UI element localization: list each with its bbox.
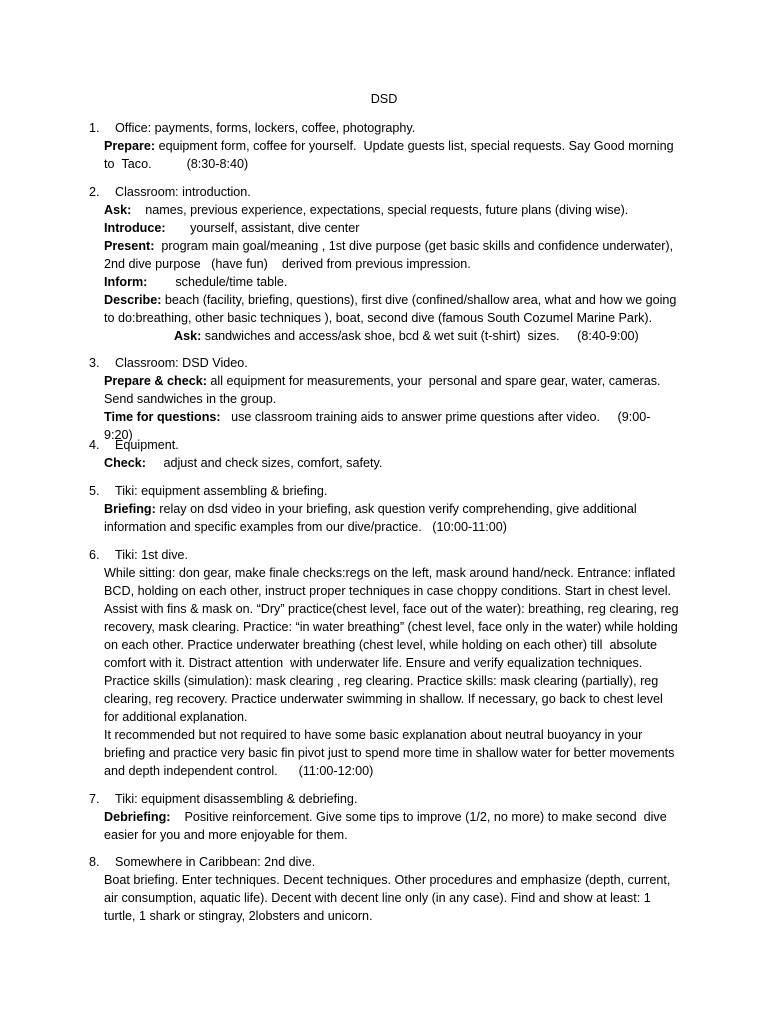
section-body xyxy=(104,454,679,472)
paragraph xyxy=(104,726,679,780)
section-7 xyxy=(0,790,768,844)
field-label: Ask: xyxy=(173,329,202,343)
field-label: Briefing: xyxy=(104,502,156,516)
section-number: 6. xyxy=(89,548,100,562)
section-body xyxy=(104,808,679,844)
section-number: 7. xyxy=(89,792,100,806)
section-heading xyxy=(0,183,768,201)
paragraph xyxy=(104,137,679,173)
section-title: Tiki: 1st dive. xyxy=(115,548,189,562)
section-number: 8. xyxy=(89,855,100,869)
field-label: Ask: xyxy=(104,203,132,217)
paragraph xyxy=(104,454,679,472)
field-text: names, previous experience, expectations, special requests, future plans (diving wise). xyxy=(131,203,629,217)
section-title: Equipment. xyxy=(115,438,179,452)
section-heading xyxy=(0,790,768,808)
field-label: Prepare: xyxy=(104,139,156,153)
field-label: Introduce: xyxy=(104,221,166,235)
paragraph xyxy=(104,237,679,273)
section-5 xyxy=(0,482,768,536)
section-number: 1. xyxy=(89,121,100,135)
field-label: Inform: xyxy=(104,275,148,289)
section-4 xyxy=(0,436,768,472)
section-heading xyxy=(0,546,768,564)
section-heading xyxy=(0,436,768,454)
field-label: Check: xyxy=(104,456,146,470)
section-1 xyxy=(0,119,768,173)
field-text: Positive reinforcement. Give some tips to improve (1/2, no more) to make second dive easier for you and more enjoyable for them. xyxy=(104,810,667,842)
section-heading xyxy=(0,853,768,871)
section-number: 2. xyxy=(89,185,100,199)
section-body xyxy=(104,500,679,536)
section-number: 3. xyxy=(89,356,100,370)
paragraph xyxy=(104,372,679,408)
section-title: Tiki: equipment disassembling & debriefing. xyxy=(115,792,358,806)
paragraph xyxy=(104,201,679,219)
paragraph xyxy=(104,291,679,345)
section-2 xyxy=(0,183,768,345)
field-text: relay on dsd video in your briefing, ask question verify comprehending, give additional information and specific examples from our dive/practice. (10:00-11:00) xyxy=(104,502,637,534)
section-body xyxy=(104,564,679,780)
section-heading xyxy=(0,354,768,372)
field-text: While sitting: don gear, make finale checks:regs on the left, mask around hand/neck. Entrance: inflated BCD, holding on each other, instruct proper techniques in case choppy conditions. Start in chest level. Assist with fins & mask on. “Dry” practice(chest level, face out of the water): breathing, reg clearing, reg recovery, mask clearing. Practice: “in water breathing” (chest level, face only in the water) while holding on each other. Practice underwater breathing (chest level, while holding on each other) till absolute comfort with it. Distract attention with underwater life. Ensure and verify equalization techniques. Practice skills (simulation): mask clearing , reg clearing. Practice skills: mask clearing (partially), reg clearing, reg recovery. Practice underwater swimming in shallow. If necessary, go back to chest level for additional explanation. xyxy=(104,566,679,724)
field-text: program main goal/meaning , 1st dive purpose (get basic skills and confidence underwater), 2nd dive purpose (have fun) derived from previous impression. xyxy=(104,239,674,271)
section-heading xyxy=(0,119,768,137)
paragraph xyxy=(104,808,679,844)
field-label: Debriefing: xyxy=(104,810,171,824)
field-text: Boat briefing. Enter techniques. Decent techniques. Other procedures and emphasize (depth, current, air consumption, aquatic life). Decent with decent line only (in any case). Find and show at least: 1 turtle, 1 shark or stingray, 2lobsters and unicorn. xyxy=(104,873,671,923)
paragraph xyxy=(104,564,679,726)
section-number: 5. xyxy=(89,484,100,498)
section-title: Classroom: DSD Video. xyxy=(115,356,248,370)
section-title: Classroom: introduction. xyxy=(115,185,251,199)
field-label: Prepare & check: xyxy=(104,374,207,388)
field-text: adjust and check sizes, comfort, safety. xyxy=(146,456,383,470)
field-label: Describe: xyxy=(104,293,162,307)
field-label: Present: xyxy=(104,239,155,253)
section-title: Office: payments, forms, lockers, coffee, photography. xyxy=(115,121,416,135)
field-text: all equipment for measurements, your personal and spare gear, water, cameras. Send sandwiches in the group. xyxy=(104,374,661,406)
section-title: Somewhere in Caribbean: 2nd dive. xyxy=(115,855,316,869)
field-text: It recommended but not required to have some basic explanation about neutral buoyancy in your briefing and practice very basic fin pivot just to spend more time in shallow water for better movements and depth independent control. (11:00-12:00) xyxy=(104,728,675,778)
field-text: equipment form, coffee for yourself. Update guests list, special requests. Say Good morning to Taco. (8:30-8:40) xyxy=(104,139,674,171)
section-6 xyxy=(0,546,768,780)
section-body xyxy=(104,201,679,345)
field-text: yourself, assistant, dive center xyxy=(165,221,360,235)
section-body xyxy=(104,372,679,444)
section-3 xyxy=(0,354,768,444)
paragraph xyxy=(104,871,679,925)
section-body xyxy=(104,871,679,925)
field-text: schedule/time table. xyxy=(147,275,288,289)
section-body xyxy=(104,137,679,173)
field-text: beach (facility, briefing, questions), first dive (confined/shallow area, what and how we going to do:breathing, other basic techniques ), boat, second dive (famous South Cozumel Marine Park). xyxy=(104,293,677,343)
field-text: sandwiches and access/ask shoe, bcd & wet suit (t-shirt) sizes. (8:40-9:00) xyxy=(201,329,639,343)
paragraph xyxy=(104,219,679,237)
field-label: Time for questions: xyxy=(104,410,221,424)
section-heading xyxy=(0,482,768,500)
document-title: DSD xyxy=(370,92,398,106)
section-number: 4. xyxy=(89,438,100,452)
field-text: use classroom training aids to answer prime questions after video. (9:00-9:20) xyxy=(104,410,651,442)
paragraph xyxy=(104,273,679,291)
section-8 xyxy=(0,853,768,925)
section-title: Tiki: equipment assembling & briefing. xyxy=(115,484,328,498)
paragraph xyxy=(104,500,679,536)
